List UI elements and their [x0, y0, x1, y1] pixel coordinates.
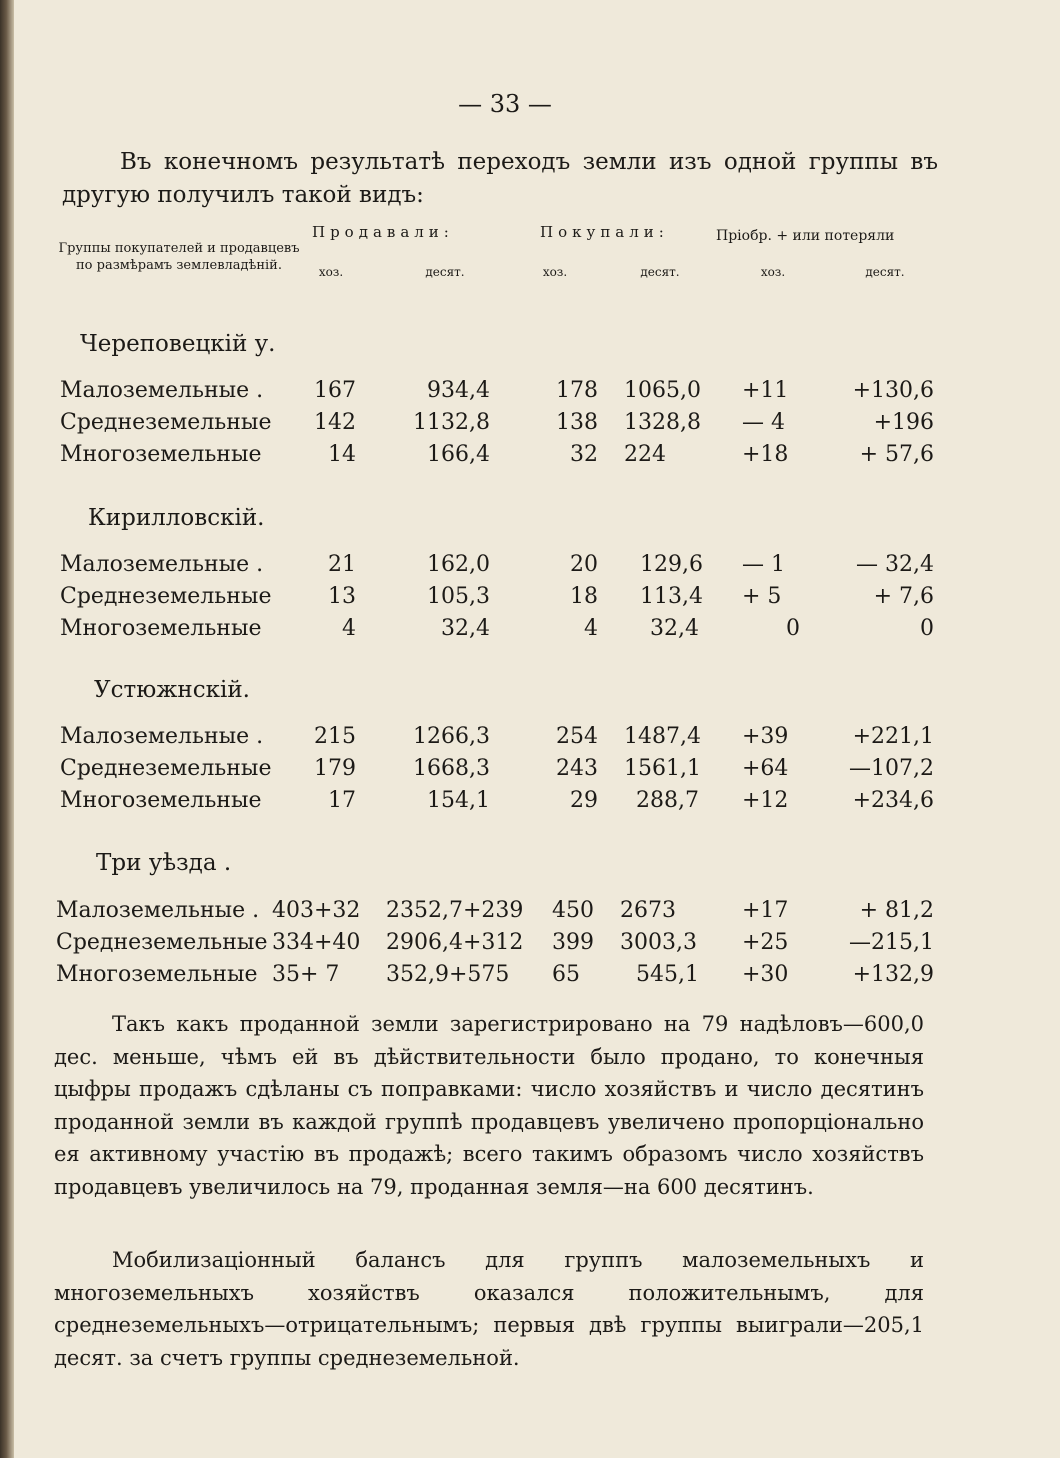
table-row [0, 442, 1060, 474]
gained-households: +12 [742, 788, 789, 813]
row-group-name: Многоземельные [60, 788, 262, 813]
bought-desyatins: 1328,8 [624, 410, 701, 435]
gained-households: +39 [742, 724, 789, 749]
bought-desyatins: 545,1 [636, 962, 699, 987]
section-title-kirillov: Кирилловскій. [88, 505, 265, 531]
bought-households: 18 [570, 584, 598, 609]
bought-households: 4 [584, 616, 598, 641]
sold-desyatins: 105,3 [427, 584, 490, 609]
row-group-name: Среднеземельные [56, 930, 268, 955]
bought-desyatins: 3003,3 [620, 930, 697, 955]
intro-text [62, 146, 938, 212]
sold-households: 334+40 [272, 930, 361, 955]
row-group-name: Малоземельные . [60, 724, 264, 749]
column-header-groups: Группы покупателей и продавцевъ по размѣрамъ землевладѣній. [58, 241, 300, 273]
gained-desyatins: 0 [920, 616, 934, 641]
bought-households: 178 [556, 378, 598, 403]
gained-desyatins: + 81,2 [859, 898, 934, 923]
sold-households: 13 [328, 584, 356, 609]
table-row [0, 898, 1060, 930]
bought-desyatins: 1487,4 [624, 724, 701, 749]
gained-desyatins: +221,1 [852, 724, 934, 749]
table-row [0, 724, 1060, 756]
gained-households: — 4 [742, 410, 785, 435]
bought-desyatins: 224 [624, 442, 666, 467]
sold-desyatins: 2352,7+239 [386, 898, 524, 923]
table-row [0, 930, 1060, 962]
body-paragraph-balance: Мобилизаціонный балансъ для группъ малоземельныхъ и многоземельныхъ хозяйствъ оказался положительнымъ, для среднеземельныхъ—отрицательнымъ; первыя двѣ группы выиграли—205,1 десят. за счетъ группы среднеземельной. [54, 1248, 924, 1370]
sold-desyatins: 934,4 [427, 378, 490, 403]
row-group-name: Многоземельные [56, 962, 258, 987]
table-row [0, 378, 1060, 410]
section-title-ustyuzhna: Устюжнскій. [94, 677, 250, 703]
bought-desyatins: 129,6 [640, 552, 703, 577]
bought-households: 65 [552, 962, 580, 987]
gained-households: +17 [742, 898, 789, 923]
sold-desyatins: 162,0 [427, 552, 490, 577]
bought-desyatins: 32,4 [650, 616, 699, 641]
sold-desyatins: 352,9+575 [386, 962, 510, 987]
gained-households: +30 [742, 962, 789, 987]
gained-desyatins: + 57,6 [859, 442, 934, 467]
table-row [0, 962, 1060, 994]
column-header-gained: Пріобр. + или потеряли [716, 228, 895, 244]
bought-households: 138 [556, 410, 598, 435]
gained-households: +18 [742, 442, 789, 467]
row-group-name: Малоземельные . [60, 378, 264, 403]
section-title-three-districts: Три уѣзда . [96, 850, 232, 876]
table-row [0, 756, 1060, 788]
gained-households: + 5 [742, 584, 782, 609]
sold-households: 21 [328, 552, 356, 577]
column-header-sold: Продавали: [312, 223, 454, 241]
bought-desyatins: 1065,0 [624, 378, 701, 403]
table-row [0, 584, 1060, 616]
table-row [0, 410, 1060, 442]
bought-desyatins: 113,4 [640, 584, 703, 609]
page-number: — 33 — [458, 90, 552, 118]
gained-desyatins: —107,2 [849, 756, 934, 781]
sold-desyatins: 154,1 [427, 788, 490, 813]
sold-households: 142 [314, 410, 356, 435]
gained-households: +11 [742, 378, 789, 403]
row-group-name: Среднеземельные [60, 410, 272, 435]
gained-desyatins: +234,6 [852, 788, 934, 813]
gained-households: — 1 [742, 552, 785, 577]
sold-households: 17 [328, 788, 356, 813]
gained-households: +25 [742, 930, 789, 955]
gained-desyatins: —215,1 [849, 930, 934, 955]
gained-desyatins: — 32,4 [856, 552, 934, 577]
subheader-bought-households: хоз. [542, 265, 568, 279]
sold-households: 35+ 7 [272, 962, 340, 987]
bought-households: 29 [570, 788, 598, 813]
subheader-gained-households: хоз. [760, 265, 786, 279]
row-group-name: Многоземельные [60, 442, 262, 467]
sold-desyatins: 32,4 [441, 616, 490, 641]
bought-households: 20 [570, 552, 598, 577]
row-group-name: Среднеземельные [60, 584, 272, 609]
sold-households: 403+32 [272, 898, 361, 923]
sold-households: 179 [314, 756, 356, 781]
subheader-bought-desyatins: десят. [640, 265, 680, 279]
sold-households: 14 [328, 442, 356, 467]
sold-households: 4 [342, 616, 356, 641]
subheader-sold-desyatins: десят. [425, 265, 465, 279]
sold-desyatins: 1266,3 [413, 724, 490, 749]
subheader-sold-households: хоз. [318, 265, 344, 279]
sold-desyatins: 1668,3 [413, 756, 490, 781]
row-group-name: Малоземельные . [60, 552, 264, 577]
sold-desyatins: 166,4 [427, 442, 490, 467]
intro-paragraph: Въ конечномъ результатѣ переходъ земли изъ одной группы въ другую получилъ такой видъ: [62, 149, 938, 208]
row-group-name: Многоземельные [60, 616, 262, 641]
bought-desyatins: 1561,1 [624, 756, 701, 781]
table-row [0, 788, 1060, 820]
table-row [0, 552, 1060, 584]
gained-households: 0 [786, 616, 800, 641]
gained-households: +64 [742, 756, 789, 781]
bought-households: 243 [556, 756, 598, 781]
section-title-cherepovets: Череповецкій у. [80, 331, 276, 357]
bought-households: 399 [552, 930, 594, 955]
column-header-bought: Покупали: [540, 223, 669, 241]
subheader-gained-desyatins: десят. [865, 265, 905, 279]
sold-desyatins: 1132,8 [413, 410, 490, 435]
bought-desyatins: 288,7 [636, 788, 699, 813]
table-row [0, 616, 1060, 648]
body-paragraph-corrections: Такъ какъ проданной земли зарегистрировано на 79 надѣловъ—600,0 дес. меньше, чѣмъ ей въ дѣйствительности было продано, то конечныя цыфры продажъ сдѣланы съ поправками: число хозяйствъ и число десятинъ проданной земли въ каждой группѣ продавцевъ увеличено пропорціонально ея активному участію въ продажѣ; всего такимъ образомъ число хозяйствъ продавцевъ увеличилось на 79, проданная земля—на 600 десятинъ. [54, 1012, 924, 1199]
sold-households: 167 [314, 378, 356, 403]
gained-desyatins: +196 [873, 410, 934, 435]
bought-households: 32 [570, 442, 598, 467]
row-group-name: Малоземельные . [56, 898, 260, 923]
bought-desyatins: 2673 [620, 898, 676, 923]
gained-desyatins: +132,9 [852, 962, 934, 987]
bought-households: 450 [552, 898, 594, 923]
sold-desyatins: 2906,4+312 [386, 930, 524, 955]
row-group-name: Среднеземельные [60, 756, 272, 781]
sold-households: 215 [314, 724, 356, 749]
gained-desyatins: +130,6 [852, 378, 934, 403]
gained-desyatins: + 7,6 [873, 584, 934, 609]
bought-households: 254 [556, 724, 598, 749]
